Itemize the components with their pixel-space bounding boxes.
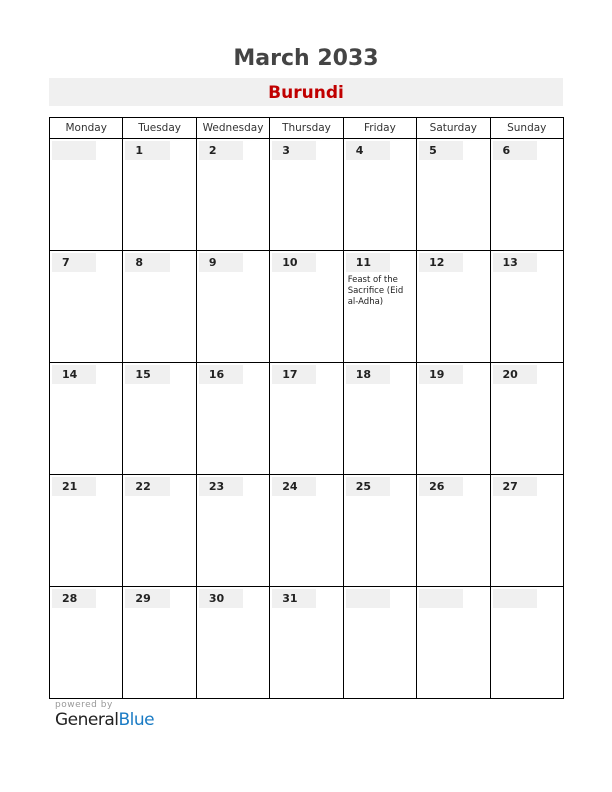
calendar-day-cell[interactable] [270,587,343,699]
day-number: 20 [493,365,537,384]
calendar-day-cell[interactable] [417,475,490,587]
calendar-day-cell[interactable] [490,363,563,475]
weekday-monday: Monday [50,118,123,139]
calendar-day-cell[interactable] [490,139,563,251]
calendar-day-cell[interactable] [123,363,196,475]
day-number: 29 [125,589,169,608]
country-name: Burundi [268,83,344,103]
weekday-sunday: Sunday [490,118,563,139]
calendar-day-cell[interactable] [343,363,416,475]
calendar-day-cell[interactable] [270,139,343,251]
calendar-day-cell[interactable] [123,251,196,363]
calendar-day-cell[interactable] [343,475,416,587]
page-title: March 2033 [233,46,379,71]
day-number: 18 [346,365,390,384]
day-number: 2 [199,141,243,160]
day-number: 27 [493,477,537,496]
day-number: 14 [52,365,96,384]
day-number: 5 [419,141,463,160]
day-number: 23 [199,477,243,496]
day-number: 26 [419,477,463,496]
day-number: 30 [199,589,243,608]
calendar-day-cell[interactable] [123,139,196,251]
day-number: 15 [125,365,169,384]
calendar-day-cell[interactable] [417,363,490,475]
day-number: 12 [419,253,463,272]
calendar-day-cell[interactable] [417,251,490,363]
calendar-week-row [50,251,564,363]
calendar-week-row [50,363,564,475]
brand-blue: Blue [118,710,155,730]
generalblue-logo[interactable] [55,710,154,730]
powered-by-text: powered by [55,700,113,710]
holiday-event: Feast of the Sacrifice (Eid al-Adha) [347,275,404,307]
calendar-day-cell[interactable] [270,475,343,587]
day-number: 24 [272,477,316,496]
weekday-friday: Friday [343,118,416,139]
calendar-day-cell[interactable] [123,475,196,587]
day-number [419,589,463,608]
day-number: 10 [272,253,316,272]
day-number: 11 [346,253,390,272]
day-number [346,589,390,608]
day-number: 8 [125,253,169,272]
day-number: 6 [493,141,537,160]
calendar-day-cell[interactable] [123,587,196,699]
day-number: 4 [346,141,390,160]
calendar-day-cell[interactable] [50,139,123,251]
day-number: 7 [52,253,96,272]
calendar-week-row [50,475,564,587]
day-number: 3 [272,141,316,160]
day-number: 21 [52,477,96,496]
day-number: 16 [199,365,243,384]
calendar-day-cell[interactable] [490,587,563,699]
calendar-day-cell[interactable] [417,139,490,251]
day-number: 22 [125,477,169,496]
calendar-day-cell[interactable] [270,363,343,475]
weekday-wednesday: Wednesday [196,118,269,139]
day-number [52,141,96,160]
calendar-day-cell[interactable] [343,139,416,251]
calendar-day-cell[interactable] [50,475,123,587]
day-number: 31 [272,589,316,608]
calendar-day-cell[interactable] [196,587,269,699]
calendar-day-cell[interactable] [490,251,563,363]
weekday-tuesday: Tuesday [123,118,196,139]
footer-branding [55,700,154,730]
calendar-day-cell[interactable] [50,363,123,475]
calendar-day-cell[interactable] [196,251,269,363]
day-number: 28 [52,589,96,608]
day-number: 13 [493,253,537,272]
calendar-grid [49,117,564,699]
day-number: 25 [346,477,390,496]
weekday-saturday: Saturday [417,118,490,139]
country-banner [49,78,563,106]
calendar-day-cell[interactable] [50,251,123,363]
calendar-day-cell[interactable] [490,475,563,587]
calendar-day-cell[interactable] [343,587,416,699]
day-number: 9 [199,253,243,272]
calendar-day-cell[interactable] [417,587,490,699]
calendar-day-cell[interactable] [50,587,123,699]
weekday-header-row [50,118,564,139]
calendar-week-row [50,587,564,699]
calendar-day-cell[interactable] [196,363,269,475]
calendar-day-cell[interactable] [270,251,343,363]
calendar-day-cell[interactable] [196,139,269,251]
weekday-thursday: Thursday [270,118,343,139]
calendar-day-cell[interactable] [196,475,269,587]
brand-general: General [55,710,119,730]
calendar-day-cell[interactable] [343,251,416,363]
day-number: 1 [125,141,169,160]
day-number [493,589,537,608]
day-number: 19 [419,365,463,384]
day-number: 17 [272,365,316,384]
calendar-week-row [50,139,564,251]
